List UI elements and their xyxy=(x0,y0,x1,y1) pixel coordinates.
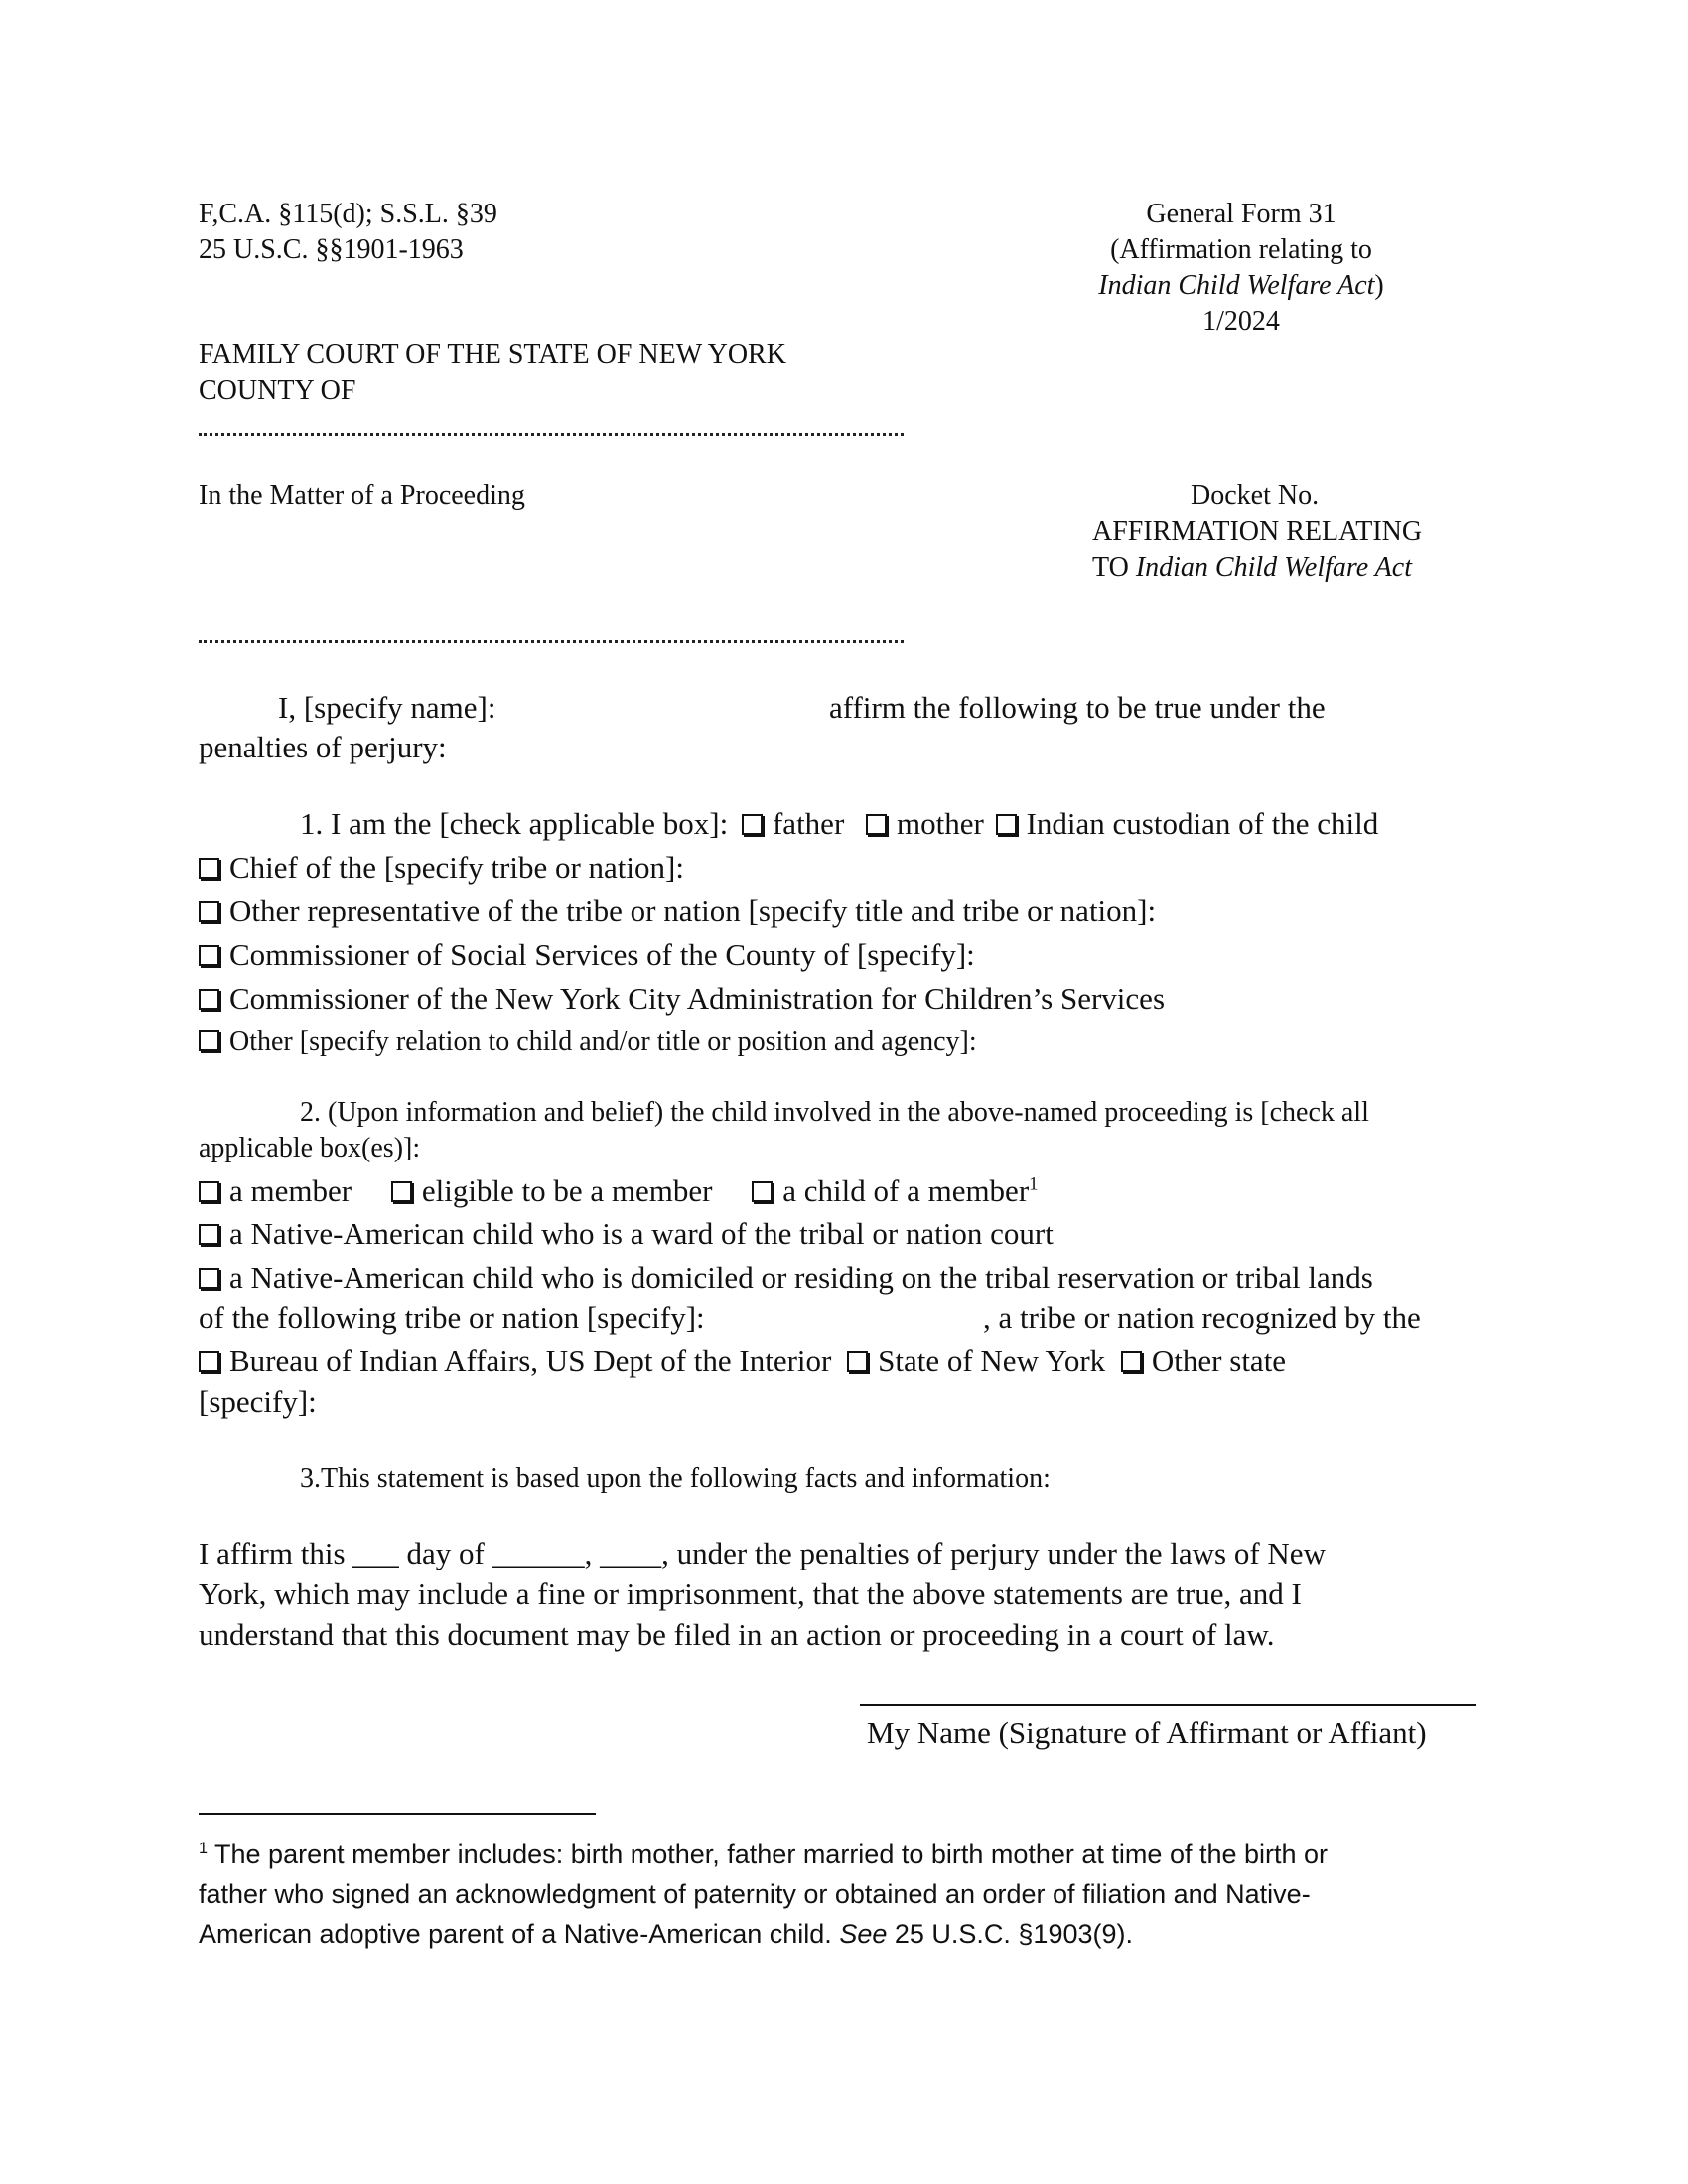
option-commissioner-nyc: Commissioner of the New York City Administration for Children’s Services xyxy=(199,979,1165,1019)
footnote-ref: 1 xyxy=(1029,1173,1039,1195)
checkbox-ward[interactable] xyxy=(199,1224,219,1245)
signature-label: My Name (Signature of Affirmant or Affiant) xyxy=(867,1715,1427,1750)
checkbox-eligible[interactable] xyxy=(391,1181,412,1202)
footnote-line3: American adoptive parent of a Native-American child. See 25 U.S.C. §1903(9). xyxy=(199,1919,1133,1949)
checkbox-mother[interactable] xyxy=(866,814,887,835)
intro-name-label: I, [specify name]: xyxy=(278,690,496,725)
affirmation-line3: understand that this document may be filed in an action or proceeding in a court of law. xyxy=(199,1617,1275,1652)
statute-citation-1: F,C.A. §115(d); S.S.L. §39 xyxy=(199,199,497,229)
affirmation-line1: I affirm this ___ day of ______, ____, under the penalties of perjury under the laws of New xyxy=(199,1536,1326,1570)
intro-perjury-text: penalties of perjury: xyxy=(199,730,447,764)
option-domiciled: a Native-American child who is domiciled or residing on the tribal reservation or tribal lands xyxy=(199,1258,1373,1297)
label-mother: mother xyxy=(897,806,984,841)
statute-citation-2: 25 U.S.C. §§1901-1963 xyxy=(199,234,464,265)
checkbox-other-state[interactable] xyxy=(1121,1351,1142,1372)
form-number: General Form 31 xyxy=(1146,199,1336,229)
checkbox-other[interactable] xyxy=(199,1030,219,1051)
form-description-line1: (Affirmation relating to xyxy=(1110,234,1372,265)
checkbox-chief[interactable] xyxy=(199,858,219,879)
caption-fill-line[interactable] xyxy=(199,640,904,643)
other-state-specify: [specify]: xyxy=(199,1384,317,1419)
checkbox-commissioner-county[interactable] xyxy=(199,945,219,966)
form-description-act: Indian Child Welfare Act xyxy=(1098,270,1375,301)
section1-line xyxy=(300,804,1378,844)
footnote-divider xyxy=(199,1813,596,1815)
section2-lead: 2. (Upon information and belief) the child involved in the above-named proceeding is [check all xyxy=(300,1097,1369,1128)
label-indian-custodian: Indian custodian of the child xyxy=(1026,806,1379,841)
checkbox-other-representative[interactable] xyxy=(199,901,219,922)
document-title-line1: AFFIRMATION RELATING xyxy=(1092,516,1423,547)
footnote-number: 1 xyxy=(199,1840,209,1857)
affirmation-line2: York, which may include a fine or imprisonment, that the above statements are true, and I xyxy=(199,1576,1302,1611)
section3-text: 3.This statement is based upon the following facts and information: xyxy=(300,1463,1051,1494)
label-father: father xyxy=(772,806,845,841)
option-other: Other [specify relation to child and/or title or position and agency]: xyxy=(199,1024,977,1060)
checkbox-child-of-member[interactable] xyxy=(752,1181,773,1202)
checkbox-bia[interactable] xyxy=(199,1351,219,1372)
option-ward: a Native-American child who is a ward of the tribal or nation court xyxy=(199,1214,1054,1254)
checkbox-father[interactable] xyxy=(742,814,763,835)
footnote-line1: $^1$ The parent member includes: birth mother, father married to birth mother at time of the birth or xyxy=(199,1840,1329,1869)
checkbox-commissioner-nyc[interactable] xyxy=(199,989,219,1010)
tribe-recognized-text: , a tribe or nation recognized by the xyxy=(983,1300,1421,1335)
matter-caption: In the Matter of a Proceeding xyxy=(199,480,525,511)
signature-line[interactable] xyxy=(860,1704,1476,1706)
document-title-line2: TO Indian Child Welfare Act xyxy=(1092,552,1412,583)
option-other-representative: Other representative of the tribe or nation [specify title and tribe or nation]: xyxy=(199,891,1156,931)
county-label: COUNTY OF xyxy=(199,375,356,406)
footnote-line2: father who signed an acknowledgment of paternity or obtained an order of filiation and Native- xyxy=(199,1879,1311,1909)
recognition-options: Bureau of Indian Affairs, US Dept of the Interior State of New York Other state xyxy=(199,1341,1286,1381)
option-commissioner-county: Commissioner of Social Services of the County of [specify]: xyxy=(199,935,975,975)
tribe-specify-line: of the following tribe or nation [specify]: xyxy=(199,1300,705,1335)
docket-label: Docket No. xyxy=(1191,480,1320,511)
section1-lead: 1. I am the [check applicable box]: xyxy=(300,806,729,841)
checkbox-indian-custodian[interactable] xyxy=(996,814,1017,835)
option-chief: Chief of the [specify tribe or nation]: xyxy=(199,848,684,887)
checkbox-new-york-state[interactable] xyxy=(847,1351,868,1372)
court-name: FAMILY COURT OF THE STATE OF NEW YORK xyxy=(199,340,786,370)
checkbox-member[interactable] xyxy=(199,1181,219,1202)
intro-affirm-text: affirm the following to be true under the xyxy=(829,690,1326,725)
checkbox-domiciled[interactable] xyxy=(199,1268,219,1289)
section2-lead-cont: applicable box(es)]: xyxy=(199,1133,421,1163)
form-description-line2: Indian Child Welfare Act) xyxy=(1098,270,1384,301)
section2-membership-options: a member eligible to be a member a child of a member$^1$ xyxy=(199,1171,1038,1211)
form-date: 1/2024 xyxy=(1202,306,1280,337)
county-fill-line[interactable] xyxy=(199,433,904,436)
